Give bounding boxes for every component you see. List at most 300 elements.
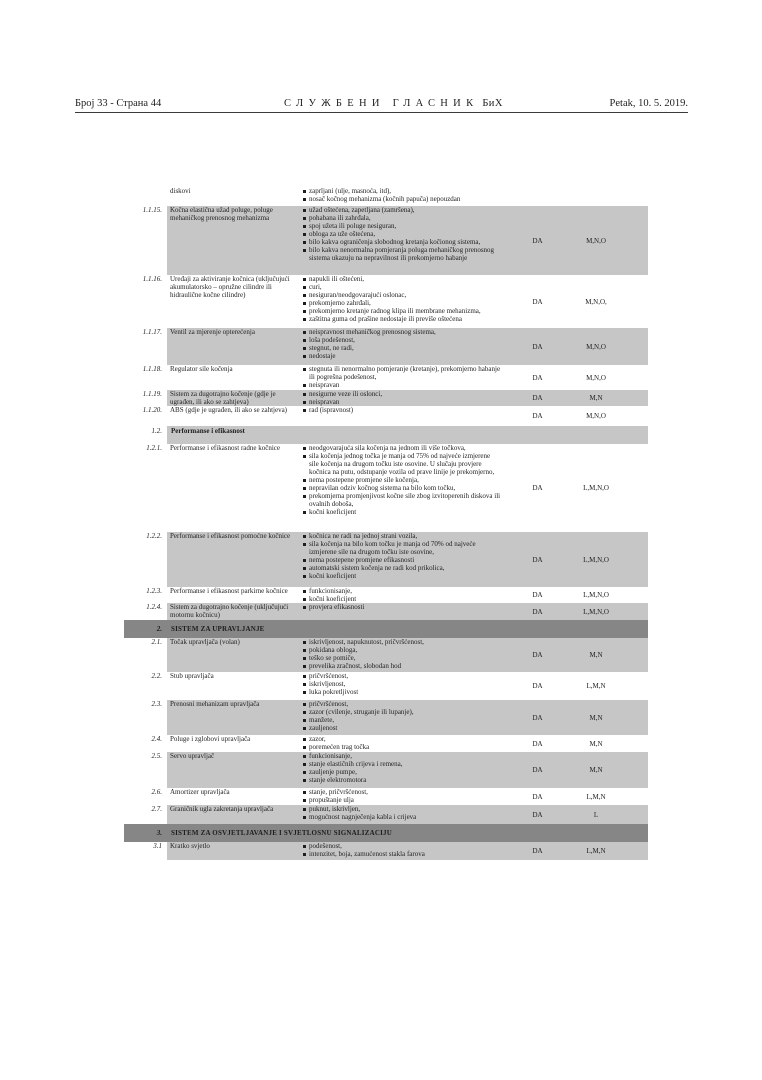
row-da: DA: [505, 752, 570, 788]
bullet-square-icon: [303, 331, 306, 334]
table-row: [124, 788, 648, 805]
row-category: L,M,N,O: [583, 591, 609, 599]
defect-item: [303, 206, 501, 214]
row-category: M,N: [570, 638, 648, 672]
defect-text: manžete,: [309, 716, 335, 724]
bullet-square-icon: [303, 845, 306, 848]
row-description: Uređaji za aktiviranje kočnica (uključujući akumulatorsko – opružne cilindre ili hidraulične kočne cilindre): [170, 275, 290, 299]
defect-text: zauljenost: [309, 724, 338, 732]
defect-item: [303, 796, 501, 804]
bullet-square-icon: [303, 738, 306, 741]
bullet-square-icon: [303, 590, 306, 593]
row-da: DA: [505, 390, 570, 406]
row-description: Performanse i efikasnost parkirne kočnice: [170, 587, 288, 595]
row-da: DA: [505, 532, 570, 587]
defect-item: [303, 195, 501, 203]
bullet-square-icon: [303, 198, 306, 201]
bullet-square-icon: [303, 559, 306, 562]
row-category: L,M,N: [586, 682, 606, 690]
subsection-row: [124, 426, 648, 444]
bullet-square-icon: [303, 511, 306, 514]
defect-text: pokidana obloga,: [309, 646, 358, 654]
row-da: DA: [505, 805, 570, 824]
row-da: DA: [532, 373, 543, 382]
bullet-square-icon: [303, 641, 306, 644]
defect-item: [303, 283, 501, 291]
defect-item: [303, 328, 501, 336]
row-category: M,N,O: [570, 328, 648, 365]
defect-item: [303, 444, 501, 452]
defect-item: [303, 595, 501, 603]
row-defects: [300, 532, 505, 587]
row-number: 1.1.19.: [142, 390, 162, 398]
defect-item: [303, 646, 501, 654]
bullet-square-icon: [303, 347, 306, 350]
bullet-square-icon: [303, 791, 306, 794]
row-defects: [300, 842, 505, 860]
defect-text: mogućnost nagnječenja kabla i crijeva: [309, 813, 417, 821]
defect-item: [303, 716, 501, 724]
bullet-square-icon: [303, 339, 306, 342]
defect-text: stanje elastičnih crijeva i remena,: [309, 760, 403, 768]
row-defects: [300, 365, 505, 390]
row-da: DA: [532, 297, 543, 306]
row-number: 1.2.3.: [146, 587, 162, 595]
defect-item: [303, 638, 501, 646]
table-row: [124, 752, 648, 788]
section-number: 3.: [156, 829, 162, 837]
defect-text: kočni koeficijent: [309, 572, 357, 580]
section-row: [124, 824, 648, 842]
defect-item: [303, 724, 501, 732]
row-number: 2.3.: [151, 700, 162, 708]
row-number: 2.5.: [151, 752, 162, 760]
bullet-square-icon: [303, 799, 306, 802]
table-row: [124, 672, 648, 700]
row-da: DA: [532, 792, 543, 801]
gazette-title: [284, 97, 503, 110]
bullet-square-icon: [303, 455, 306, 458]
defect-item: [303, 238, 501, 246]
bullet-square-icon: [303, 249, 306, 252]
bullet-square-icon: [303, 711, 306, 714]
bullet-square-icon: [303, 278, 306, 281]
defect-item: [303, 484, 501, 492]
defect-item: [303, 492, 501, 508]
row-description: Poluge i zglobovi upravljača: [170, 735, 251, 743]
defect-item: [303, 307, 501, 315]
row-da: DA: [532, 739, 543, 748]
defect-item: [303, 452, 501, 476]
row-number: 1.1.16.: [142, 275, 162, 283]
defect-text: neodgovarajuća sila kočenja na jednom ili više točkova,: [309, 444, 466, 452]
table-row: [124, 187, 648, 206]
defect-text: curi,: [309, 283, 322, 291]
bullet-square-icon: [303, 649, 306, 652]
bullet-square-icon: [303, 302, 306, 305]
defect-item: [303, 508, 501, 516]
defect-text: iskrivljenost,: [309, 680, 346, 688]
defect-text: stanje, pričvršćenost,: [309, 788, 368, 796]
defect-text: propuštanje ulja: [309, 796, 354, 804]
row-defects: [300, 638, 505, 672]
row-da: DA: [505, 700, 570, 735]
bullet-square-icon: [303, 816, 306, 819]
gazette-title-main: СЛУЖБЕНИ ГЛАСНИК: [284, 98, 479, 109]
row-description: Ventil za mjerenje opterećenja: [167, 328, 300, 365]
row-defects: [300, 275, 505, 328]
inspection-table: [124, 187, 648, 860]
bullet-square-icon: [303, 683, 306, 686]
row-defects: [300, 603, 505, 620]
row-defects: [300, 328, 505, 365]
bullet-square-icon: [303, 657, 306, 660]
defect-item: [303, 275, 501, 283]
defect-item: [303, 603, 501, 611]
row-number: 1.2.1.: [146, 444, 162, 452]
defect-text: funkcionisanje,: [309, 752, 352, 760]
bullet-square-icon: [303, 719, 306, 722]
bullet-square-icon: [303, 763, 306, 766]
row-da: DA: [532, 682, 543, 690]
bullet-square-icon: [303, 190, 306, 193]
row-description: ABS (gdje je ugrađen, ili ako se zahtjeva): [170, 406, 288, 414]
row-description: Regulator sile kočenja: [170, 365, 233, 373]
defect-item: [303, 700, 501, 708]
table-row: [124, 638, 648, 672]
table-row: [124, 206, 648, 275]
defect-text: napukli ili oštećeni,: [309, 275, 365, 283]
defect-item: [303, 564, 501, 572]
row-description: Amortizer upravljača: [170, 788, 230, 796]
defect-text: sila kočenja na bilo kom točku je manja od 70% od najveće izmjerene sile na drugom točku iste osovine,: [309, 540, 476, 556]
row-number: 2.6.: [151, 788, 162, 796]
row-da: DA: [532, 591, 543, 599]
page-header-date: Petak, 10. 5. 2019.: [609, 98, 688, 109]
table-row: [124, 587, 648, 603]
row-defects: [300, 187, 505, 206]
defect-item: [303, 381, 501, 389]
section-title: SISTEM ZA OSVJETLJAVANJE I SVJETLOSNU SIGNALIZACIJU: [171, 829, 392, 837]
defect-item: [303, 476, 501, 484]
row-defects: [300, 700, 505, 735]
bullet-square-icon: [303, 665, 306, 668]
defect-item: [303, 222, 501, 230]
defect-text: iskrivljenost, napuknutost, pričvršćenost,: [309, 638, 424, 646]
row-category: M,N,O: [586, 412, 606, 420]
row-category: M,N,O,: [585, 297, 607, 306]
defect-text: loša podešenost,: [309, 336, 355, 344]
row-number: 1.1.18.: [142, 365, 162, 373]
defect-text: kočnica ne radi na jednoj strani vozila,: [309, 532, 418, 540]
defect-item: [303, 390, 501, 398]
defect-item: [303, 587, 501, 595]
defect-text: prekomjerna promjenjivost kočne sile zbog izvitoperenih diskova ili ovalnih doboša,: [309, 492, 501, 508]
defect-item: [303, 768, 501, 776]
row-category: M,N: [570, 752, 648, 788]
defect-item: [303, 532, 501, 540]
row-description: Točak upravljača (volan): [167, 638, 300, 672]
row-defects: [300, 206, 505, 275]
row-da: DA: [505, 603, 570, 620]
bullet-square-icon: [303, 355, 306, 358]
bullet-square-icon: [303, 771, 306, 774]
bullet-square-icon: [303, 384, 306, 387]
row-number: 2.2.: [151, 672, 162, 680]
row-description: Sistem za dugotrajno kočenje (gdje je ugrađen, ili ako se zahtjeva): [167, 390, 300, 406]
defect-text: prekomjerno kretanje radnog klipa ili membrane mehanizma,: [309, 307, 481, 315]
gazette-title-suffix: БиХ: [482, 98, 503, 109]
defect-text: podešenost,: [309, 842, 342, 850]
row-category: L,M,N: [570, 842, 648, 860]
row-description: Sistem za dugotrajno kočenje (uključujući motornu kočnicu): [167, 603, 300, 620]
bullet-square-icon: [303, 209, 306, 212]
row-category: L: [570, 805, 648, 824]
row-da: DA: [505, 638, 570, 672]
row-defects: [300, 587, 505, 603]
bullet-square-icon: [303, 853, 306, 856]
bullet-square-icon: [303, 703, 306, 706]
table-row: [124, 603, 648, 620]
defect-item: [303, 735, 501, 743]
row-da: DA: [505, 328, 570, 365]
defect-text: nesiguran/neodgovarajući oslonac,: [309, 291, 407, 299]
defect-text: puknut, iskrivljen,: [309, 805, 361, 813]
defect-item: [303, 406, 501, 414]
defect-item: [303, 556, 501, 564]
bullet-square-icon: [303, 233, 306, 236]
defect-item: [303, 365, 501, 381]
defect-text: prekomjerno zahrđali,: [309, 299, 371, 307]
row-category: M,N: [570, 390, 648, 406]
row-da: DA: [532, 484, 543, 492]
row-category: M,N,O: [570, 206, 648, 275]
defect-text: bilo kakva ograničenja slobodnog kretanja kočionog sistema,: [309, 238, 481, 246]
row-number: 1.1.20.: [142, 406, 162, 414]
row-category: M,N: [589, 739, 603, 748]
defect-item: [303, 540, 501, 556]
bullet-square-icon: [303, 487, 306, 490]
row-number: 2.4.: [151, 735, 162, 743]
defect-text: rad (ispravnost): [309, 406, 354, 414]
table-row: [124, 532, 648, 587]
row-category: M,N: [570, 700, 648, 735]
table-row: [124, 444, 648, 532]
defect-item: [303, 662, 501, 670]
defect-item: [303, 813, 501, 821]
row-defects: [300, 406, 505, 426]
defect-item: [303, 291, 501, 299]
defect-text: spoj užeta ili poluge nesiguran,: [309, 222, 397, 230]
bullet-square-icon: [303, 755, 306, 758]
bullet-square-icon: [303, 535, 306, 538]
defect-text: neispravan: [309, 398, 340, 406]
row-defects: [300, 735, 505, 752]
defect-item: [303, 398, 501, 406]
defect-item: [303, 344, 501, 352]
bullet-square-icon: [303, 746, 306, 749]
row-number: 1.2.2.: [146, 532, 162, 540]
bullet-square-icon: [303, 409, 306, 412]
defect-item: [303, 214, 501, 222]
defect-text: obloga za uže oštećena,: [309, 230, 376, 238]
defect-text: sila kočenja jednog točka je manja od 75% od najveće izmjerene sile kočenja na drugom točku iste osovine. U slučaju provjere kočnica na putu, odstupanje vozila od prave linije je prekomjerno,: [309, 452, 495, 476]
bullet-square-icon: [303, 567, 306, 570]
defect-item: [303, 680, 501, 688]
bullet-square-icon: [303, 368, 306, 371]
defect-text: kočni koeficijent: [309, 595, 357, 603]
subsection-number: 1.2.: [151, 427, 162, 435]
row-category: L,M,N,O: [583, 484, 609, 492]
row-defects: [300, 752, 505, 788]
defect-text: poremećen trag točka: [309, 743, 370, 751]
defect-text: zazor (cvilenje, struganje ili lupanje),: [309, 708, 414, 716]
bullet-square-icon: [303, 401, 306, 404]
row-category: [570, 187, 648, 206]
bullet-square-icon: [303, 675, 306, 678]
defect-item: [303, 776, 501, 784]
bullet-square-icon: [303, 393, 306, 396]
defect-text: nepravilan odziv kočnog sistema na bilo kom točku,: [309, 484, 456, 492]
table-row: [124, 390, 648, 406]
row-description: Performanse i efikasnost pomoćne kočnice: [167, 532, 300, 587]
row-category: L,M,N,O: [570, 603, 648, 620]
bullet-square-icon: [303, 598, 306, 601]
defect-item: [303, 752, 501, 760]
row-defects: [300, 788, 505, 805]
header-rule: [75, 112, 688, 113]
bullet-square-icon: [303, 294, 306, 297]
row-number: 3.1: [153, 842, 162, 850]
row-category: M,N,O: [586, 373, 606, 382]
defect-text: pričvršćenost,: [309, 672, 349, 680]
bullet-square-icon: [303, 447, 306, 450]
bullet-square-icon: [303, 575, 306, 578]
defect-item: [303, 654, 501, 662]
defect-item: [303, 672, 501, 680]
defect-item: [303, 230, 501, 238]
bullet-square-icon: [303, 318, 306, 321]
defect-item: [303, 336, 501, 344]
defect-text: stanje elektromotora: [309, 776, 367, 784]
defect-text: stegnut, ne radi,: [309, 344, 354, 352]
defect-text: automatski sistem kočenja ne radi kod prikolica,: [309, 564, 445, 572]
row-da: DA: [505, 206, 570, 275]
defect-text: provjera efikasnosti: [309, 603, 365, 611]
row-description: Kratko svjetlo: [167, 842, 300, 860]
row-description: Graničnik ugla zakretanja upravljača: [167, 805, 300, 824]
row-description: Stub upravljača: [170, 672, 214, 680]
defect-text: zauljenje pumpe,: [309, 768, 357, 776]
defect-text: pohabana ili zahrđala,: [309, 214, 371, 222]
bullet-square-icon: [303, 808, 306, 811]
defect-item: [303, 315, 501, 323]
section-row: [124, 620, 648, 638]
row-number: [124, 187, 167, 206]
bullet-square-icon: [303, 310, 306, 313]
defect-text: bilo kakva nenormalna pomjeranja poluga mehaničkog prenosnog sistema ukazuju na nepravilnost ili prekomjerno habanje: [309, 246, 495, 262]
section-title: SISTEM ZA UPRAVLJANJE: [171, 625, 265, 633]
row-description: Servo upravljač: [167, 752, 300, 788]
row-defects: [300, 390, 505, 406]
defect-text: nedostaje: [309, 352, 336, 360]
defect-item: [303, 805, 501, 813]
defect-text: zaštitna guma od prašine nedostaje ili previše oštećena: [309, 315, 462, 323]
defect-text: teško se pomiče,: [309, 654, 356, 662]
defect-item: [303, 850, 501, 858]
row-category: L,M,N: [586, 792, 606, 801]
bullet-square-icon: [303, 691, 306, 694]
defect-text: funkcionisanje,: [309, 587, 352, 595]
row-number: 1.1.15.: [142, 206, 162, 214]
table-row: [124, 328, 648, 365]
bullet-square-icon: [303, 217, 306, 220]
bullet-square-icon: [303, 727, 306, 730]
bullet-square-icon: [303, 779, 306, 782]
defect-item: [303, 688, 501, 696]
row-defects: [300, 444, 505, 532]
bullet-square-icon: [303, 286, 306, 289]
defect-text: neispravan: [309, 381, 340, 389]
row-defects: [300, 805, 505, 824]
defect-item: [303, 572, 501, 580]
bullet-square-icon: [303, 495, 306, 498]
row-description: Prenosni mehanizam upravljača: [167, 700, 300, 735]
defect-text: neispravnost mehaničkog prenosnog sistema,: [309, 328, 436, 336]
defect-item: [303, 708, 501, 716]
defect-text: nema postepene promjene efikasnosti: [309, 556, 415, 564]
row-da: [505, 187, 570, 206]
row-da: DA: [532, 412, 543, 420]
defect-text: nosač kočnog mehanizma (kočnih papuča) nepouzdan: [309, 195, 461, 203]
row-category: L,M,N,O: [570, 532, 648, 587]
defect-text: intenzitet, boja, zamućenost stakla farova: [309, 850, 425, 858]
bullet-square-icon: [303, 225, 306, 228]
defect-item: [303, 842, 501, 850]
bullet-square-icon: [303, 241, 306, 244]
defect-text: luka pokretljivost: [309, 688, 359, 696]
table-row: [124, 406, 648, 426]
defect-item: [303, 187, 501, 195]
row-number: 1.2.4.: [146, 603, 162, 611]
row-da: DA: [505, 842, 570, 860]
defect-item: [303, 352, 501, 360]
bullet-square-icon: [303, 543, 306, 546]
row-number: 1.1.17.: [142, 328, 162, 336]
table-row: [124, 275, 648, 328]
bullet-square-icon: [303, 606, 306, 609]
table-row: [124, 842, 648, 860]
defect-item: [303, 760, 501, 768]
table-row: [124, 365, 648, 390]
row-description: diskovi: [170, 187, 191, 195]
row-description: Kočna elastična užad poluge, poluge mehaničkog prenosnog mehanizma: [167, 206, 300, 275]
page-header-issue: Број 33 - Страна 44: [75, 98, 162, 109]
table-row: [124, 735, 648, 752]
defect-text: pričvršćenost,: [309, 700, 349, 708]
defect-item: [303, 246, 501, 262]
subsection-title: Performanse i efikasnost: [167, 426, 648, 444]
defect-text: nema postepene promjene sile kočenja,: [309, 476, 419, 484]
defect-text: zazor,: [309, 735, 326, 743]
defect-item: [303, 788, 501, 796]
defect-text: zaprljani (ulje, masnoća, itd),: [309, 187, 392, 195]
defect-text: stegnuta ili nenormalno pomjeranje (kretanje), prekomjerno habanje ili pogrešna podešenost,: [309, 365, 501, 381]
defect-text: prevelika zračnost, slobodan hod: [309, 662, 402, 670]
row-description: Performanse i efikasnost radne kočnice: [170, 444, 281, 452]
defect-text: kočni koeficijent: [309, 508, 357, 516]
row-number: 2.1.: [151, 638, 162, 646]
